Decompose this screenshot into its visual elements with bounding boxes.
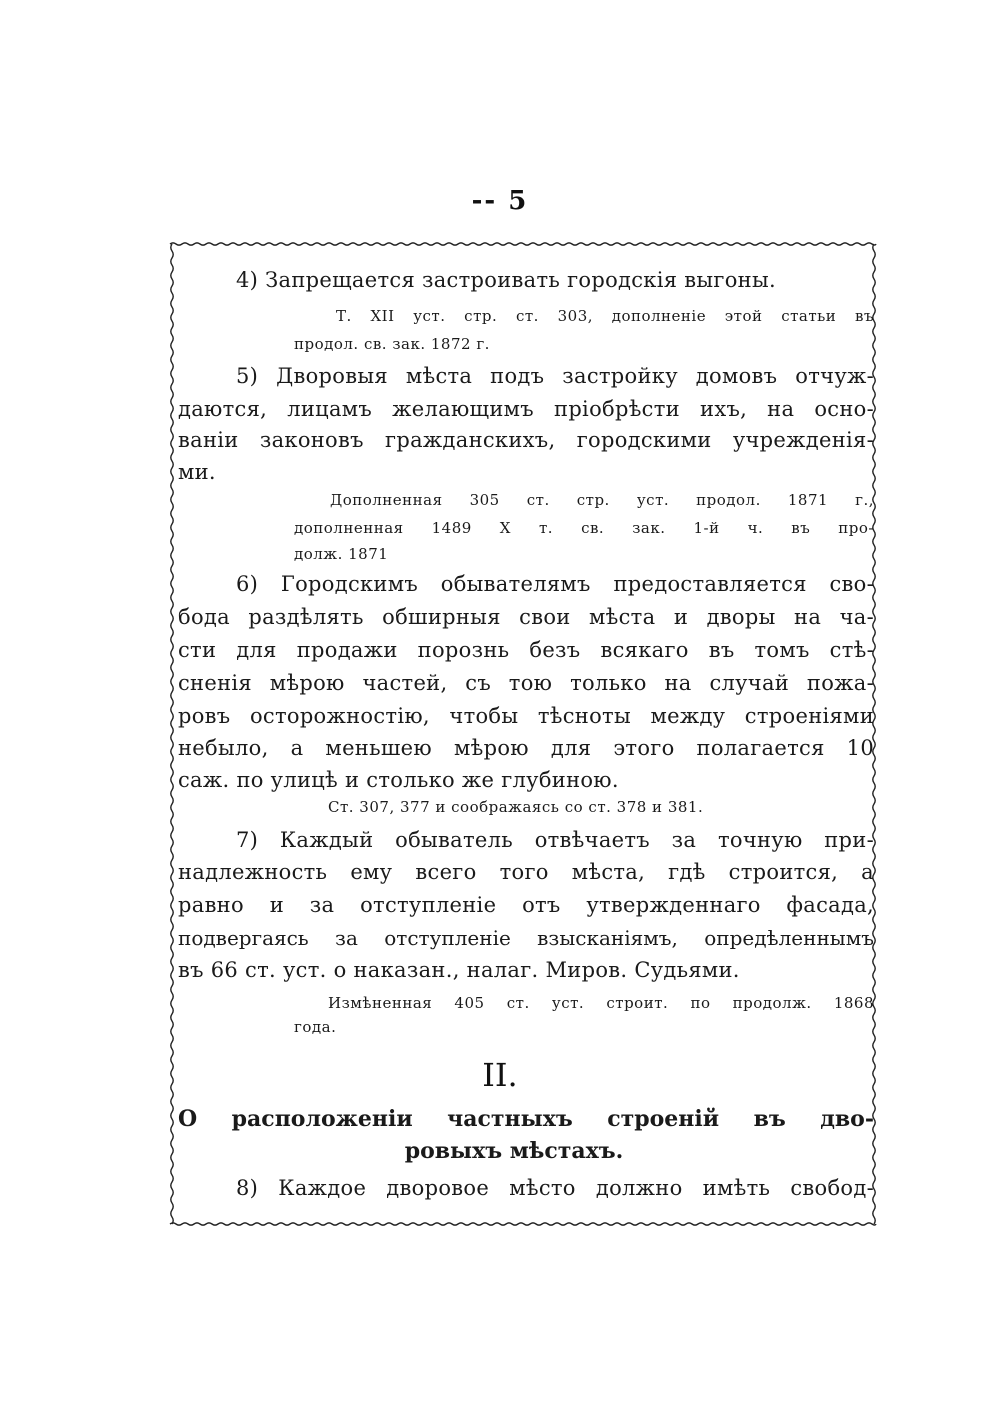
section-heading-line: О расположеніи частныхъ строеній въ дво- xyxy=(178,1106,874,1132)
rule-4-note-line: Т. XII уст. стр. ст. 303, дополненіе этой статьи въ xyxy=(336,307,874,325)
rule-5-note-line: Дополненная 305 ст. стр. уст. продол. 1871 г., xyxy=(330,491,874,509)
rule-5-line: ваніи законовъ гражданскихъ, городскими учрежденія- xyxy=(178,428,874,452)
rule-6-line: сненія мѣрою частей, съ тою только на случай пожа- xyxy=(178,671,874,695)
section-number: II. xyxy=(482,1056,518,1094)
rule-6-line: саж. по улицѣ и столько же глубиною. xyxy=(178,768,619,792)
rule-7-line: надлежность ему всего того мѣста, гдѣ строится, а xyxy=(178,860,874,884)
rule-7-line: подвергаясь за отступленіе взысканіямъ, опредѣленнымъ xyxy=(178,926,874,950)
rule-6-note-line: Ст. 307, 377 и соображаясь со ст. 378 и 381. xyxy=(328,798,704,816)
rule-8-line: 8) Каждое дворовое мѣсто должно имѣть свобод- xyxy=(236,1176,874,1200)
rule-6-line: 6) Городскимъ обывателямъ предоставляется сво- xyxy=(236,572,874,596)
rule-7-line: равно и за отступленіе отъ утвержденнаго фасада, xyxy=(178,893,874,917)
rule-7-note-line: Измѣненная 405 ст. уст. строит. по продолж. 1868 xyxy=(328,994,874,1012)
rule-4-text: 4) Запрещается застроивать городскія выгоны. xyxy=(236,268,776,292)
rule-5-line: даются, лицамъ желающимъ пріобрѣсти ихъ, на осно- xyxy=(178,397,874,421)
rule-6-line: бода раздѣлять обширныя свои мѣста и дворы на ча- xyxy=(178,605,874,629)
rule-5-note-line: долж. 1871 xyxy=(294,545,389,563)
rule-6-line: ровъ осторожностію, чтобы тѣсноты между строеніями xyxy=(178,704,874,728)
rule-7-line: въ 66 ст. уст. о наказан., налаг. Миров. Судьями. xyxy=(178,958,740,982)
rule-7-line: 7) Каждый обыватель отвѣчаетъ за точную при- xyxy=(236,828,874,852)
rule-6-line: сти для продажи порознь безъ всякаго въ томъ стѣ- xyxy=(178,638,874,662)
rule-6-line: небыло, а меньшею мѣрою для этого полагается 10 xyxy=(178,736,874,760)
rule-5-note-line: дополненная 1489 Х т. св. зак. 1-й ч. въ про- xyxy=(294,519,874,537)
rule-5-line: 5) Дворовыя мѣста подъ застройку домовъ отчуж- xyxy=(236,364,874,388)
section-heading-line: ровыхъ мѣстахъ. xyxy=(404,1138,624,1164)
rule-4-note-line: продол. св. зак. 1872 г. xyxy=(294,335,490,353)
rule-7-note-line: года. xyxy=(294,1018,337,1036)
rule-5-line: ми. xyxy=(178,460,216,484)
page-number: -- 5 xyxy=(471,186,529,216)
